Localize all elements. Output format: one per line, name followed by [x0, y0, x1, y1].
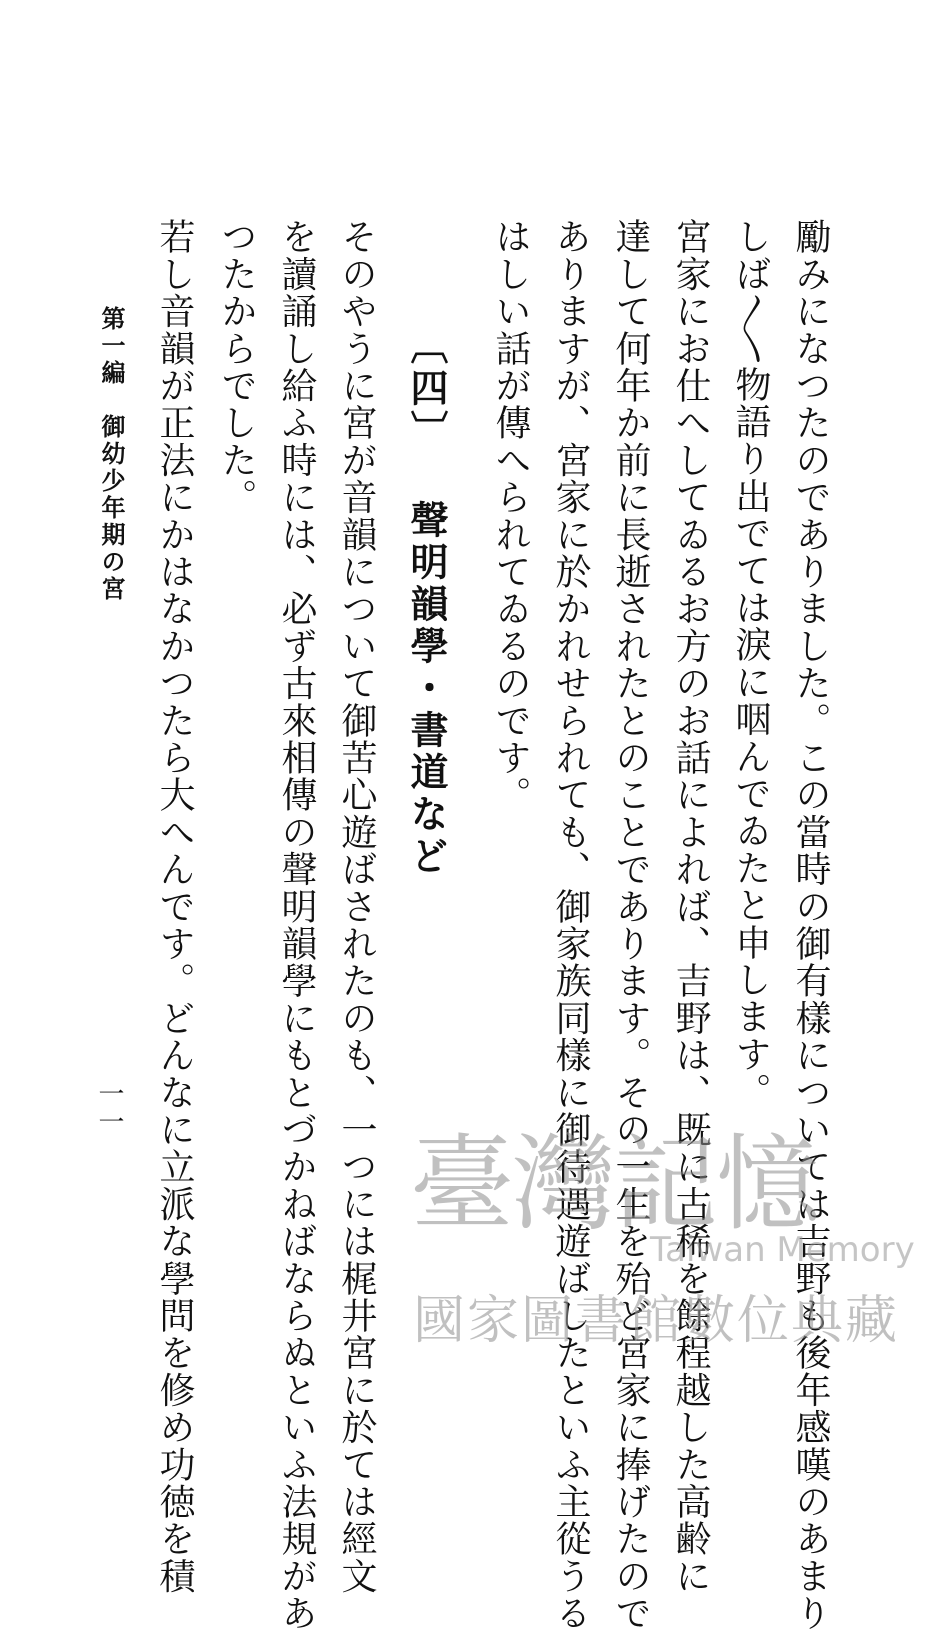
section-column-2: を讀誦し給ふ時には、必ず古來相傳の聲明韻學にもとづかねばならぬといふ法規があ	[276, 218, 317, 1632]
body-column-5: ありますが、宮家に於かれせられても、御家族同樣に御待遇遊ばしたといふ主從うる	[550, 218, 591, 1632]
page-number: 一一	[94, 1080, 124, 1136]
section-column-3: つたからでした。	[216, 218, 257, 516]
body-column-6: はしい話が傳へられてゐるのです。	[490, 218, 531, 814]
body-column-1: 勵みになつたのでありました。この當時の御有樣については吉野も後年感嘆のあまり	[790, 218, 831, 1632]
section-column-1: そのやうに宮が音韻について御苦心遊ばされたのも、一つには梶井宮に於ては經文	[336, 218, 377, 1595]
body-column-3: 宮家にお仕へしてゐるお方のお話によれば、吉野は、既に古稀を餘程越した高齢に	[670, 218, 711, 1595]
watermark-library-text: 國家圖書館數位典藏	[413, 1291, 900, 1351]
body-column-2: しば〳〵物語り出でては淚に咽んでゐたと申します。	[730, 218, 771, 1110]
section-heading: 〔四〕 聲明韻學・書道など	[404, 326, 448, 878]
watermark-english-text: Taiwan Memory	[650, 1230, 915, 1270]
running-title: 第一編 御幼少年期の宮	[97, 306, 125, 603]
section-column-4: 若し音韻が正法にかはなかつたら大へんです。どんなに立派な學問を修め功徳を積	[154, 218, 195, 1595]
body-column-4: 達して何年か前に長逝されたとのことであります。その一生を殆ど宮家に捧げたので	[610, 218, 651, 1632]
watermark-taiwan-memory-logo: 臺灣記憶	[410, 1123, 819, 1245]
